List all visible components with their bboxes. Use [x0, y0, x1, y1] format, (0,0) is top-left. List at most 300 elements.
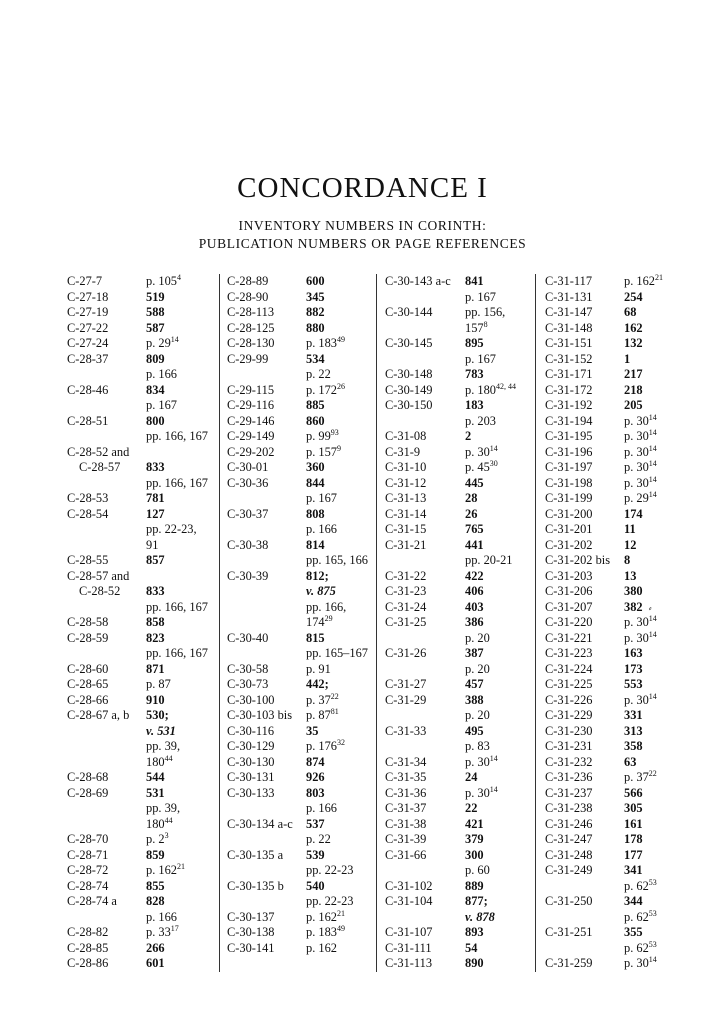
- publication-reference: [465, 600, 484, 616]
- reference-text: 823: [146, 630, 165, 645]
- inventory-number: C-31-232: [545, 754, 593, 769]
- publication-reference: [465, 507, 477, 523]
- publication-reference: [146, 305, 165, 321]
- concordance-row: [385, 832, 535, 848]
- footnote-superscript: 14: [170, 334, 179, 344]
- reference-text: p. 176: [306, 739, 337, 753]
- publication-reference: [624, 383, 643, 399]
- inventory-number: C-28-37: [67, 351, 109, 366]
- publication-reference: [306, 615, 333, 631]
- inventory-number: C-30-58: [227, 661, 269, 676]
- publication-reference: [306, 708, 339, 724]
- concordance-row: [545, 615, 695, 631]
- concordance-row: [67, 801, 217, 817]
- inventory-number: C-31-196: [545, 444, 593, 459]
- inventory-number: C-31-151: [545, 336, 593, 350]
- publication-reference: [465, 538, 484, 554]
- reference-text: pp. 165, 166: [306, 553, 368, 567]
- reference-text: 859: [146, 847, 165, 862]
- reference-text: 803: [306, 785, 325, 800]
- inventory-number: C-28-90: [227, 289, 269, 304]
- reference-text: 162: [624, 320, 643, 335]
- concordance-row: [385, 801, 535, 817]
- publication-reference: [306, 739, 345, 755]
- footnote-superscript: 26: [336, 381, 345, 391]
- inventory-number: C-31-35: [385, 770, 427, 784]
- publication-reference: [624, 848, 643, 864]
- inventory-number: C-31-22: [385, 568, 427, 583]
- reference-text: 161: [624, 816, 643, 831]
- reference-text: pp. 166, 167: [146, 429, 208, 443]
- inventory-number: C-28-70: [67, 832, 109, 846]
- reference-text: 422: [465, 568, 484, 583]
- inventory-number: C-31-226: [545, 692, 593, 707]
- reference-text: pp. 156,: [465, 305, 506, 319]
- inventory-number: C-28-113: [227, 305, 275, 319]
- concordance-row: [67, 569, 217, 585]
- publication-reference: [624, 414, 657, 430]
- inventory-number: C-31-33: [385, 723, 427, 738]
- publication-reference: [465, 445, 498, 461]
- publication-reference: [306, 941, 337, 957]
- publication-reference: [624, 290, 643, 306]
- inventory-number: C-28-59: [67, 630, 109, 645]
- inventory-number: C-30-131: [227, 770, 275, 784]
- footnote-superscript: 14: [648, 458, 657, 468]
- publication-reference: [624, 600, 652, 617]
- inventory-number: C-31-39: [385, 832, 427, 846]
- inventory-number: C-31-246: [545, 816, 593, 831]
- publication-reference: [146, 274, 181, 290]
- reference-text: p. 30: [624, 475, 649, 490]
- footnote-superscript: 14: [648, 613, 657, 623]
- reference-text: p. 30: [624, 429, 649, 443]
- inventory-number: C-27-18: [67, 289, 109, 304]
- publication-reference: [146, 491, 165, 507]
- concordance-row: [227, 569, 377, 585]
- concordance-row: [545, 801, 695, 817]
- footnote-superscript: 53: [648, 877, 657, 887]
- publication-reference: [146, 352, 165, 368]
- concordance-row: [545, 786, 695, 802]
- publication-reference: [146, 894, 165, 910]
- reference-text: 893: [465, 925, 484, 939]
- publication-reference: [465, 476, 484, 492]
- concordance-row: [385, 491, 535, 507]
- publication-reference: [146, 367, 177, 383]
- inventory-number: C-31-206: [545, 584, 593, 598]
- concordance-row: [67, 445, 217, 461]
- reference-text: 54: [465, 940, 478, 955]
- inventory-number: C-31-08: [385, 429, 427, 443]
- publication-reference: [465, 770, 477, 786]
- reference-text: 553: [624, 677, 643, 691]
- concordance-row: [67, 615, 217, 631]
- inventory-number: C-31-147: [545, 305, 593, 319]
- reference-text: p. 20: [465, 630, 490, 645]
- concordance-row: [385, 863, 535, 879]
- concordance-row: [67, 414, 217, 430]
- reference-text: 403: [465, 599, 484, 614]
- reference-text: p. 62: [624, 878, 649, 893]
- reference-text: 1: [624, 351, 631, 366]
- column-divider: [219, 274, 220, 972]
- inventory-number: C-28-54: [67, 506, 109, 521]
- inventory-number: C-31-231: [545, 739, 593, 753]
- publication-reference: [465, 352, 496, 368]
- reference-text: 800: [146, 413, 165, 428]
- publication-reference: [306, 491, 337, 507]
- concordance-row: [67, 290, 217, 306]
- concordance-row: [385, 290, 535, 306]
- concordance-row: [67, 321, 217, 337]
- concordance-column-2: [227, 274, 377, 956]
- inventory-number: C-31-236: [545, 770, 593, 784]
- reference-text: pp. 166, 167: [146, 475, 208, 490]
- reference-text: p. 30: [624, 615, 649, 629]
- reference-text: 174: [306, 615, 325, 629]
- reference-text: 587: [146, 320, 165, 335]
- publication-reference: [624, 631, 657, 647]
- footnote-superscript: 14: [648, 954, 657, 964]
- reference-text: p. 91: [306, 661, 331, 676]
- reference-text: 132: [624, 336, 643, 350]
- reference-text: 910: [146, 692, 165, 707]
- reference-text: 12: [624, 537, 637, 552]
- concordance-row: [227, 367, 377, 383]
- concordance-row: [545, 894, 695, 910]
- footnote-superscript: 14: [648, 443, 657, 453]
- reference-text: 157: [465, 320, 484, 335]
- reference-text: p. 105: [146, 274, 177, 288]
- inventory-number: C-28-65: [67, 677, 109, 691]
- inventory-number: C-30-116: [227, 723, 275, 738]
- inventory-number: C-31-21: [385, 537, 427, 552]
- publication-reference: [306, 801, 337, 817]
- publication-reference: [306, 398, 325, 414]
- publication-reference: [624, 321, 643, 337]
- reference-text: 844: [306, 475, 325, 490]
- inventory-number: C-28-46: [67, 382, 109, 397]
- concordance-row: [545, 305, 695, 321]
- publication-reference: [146, 786, 165, 802]
- publication-reference: [146, 476, 208, 492]
- publication-reference: [146, 507, 165, 523]
- concordance-row: [67, 429, 217, 445]
- concordance-row: [67, 538, 217, 554]
- inventory-number: C-28-57 and: [67, 568, 130, 583]
- reference-text: p. 167: [465, 351, 496, 366]
- inventory-number: C-29-99: [227, 351, 269, 366]
- publication-reference: [306, 677, 329, 693]
- reference-text: p. 167: [465, 289, 496, 304]
- reference-text: pp. 165–167: [306, 646, 368, 660]
- reference-text: 765: [465, 522, 484, 536]
- publication-reference: [306, 600, 346, 616]
- publication-reference: [624, 724, 643, 740]
- publication-reference: [624, 755, 636, 771]
- footnote-superscript: 9: [336, 443, 341, 453]
- reference-text: 341: [624, 863, 643, 877]
- reference-text: 882: [306, 305, 325, 319]
- concordance-row: [67, 491, 217, 507]
- concordance-row: [385, 600, 535, 616]
- publication-reference: [306, 274, 325, 290]
- reference-text: 217: [624, 367, 643, 381]
- publication-reference: [146, 414, 165, 430]
- concordance-row: [67, 693, 217, 709]
- concordance-row: [385, 646, 535, 662]
- publication-reference: [624, 801, 643, 817]
- inventory-number: C-31-195: [545, 429, 593, 443]
- reference-text: 860: [306, 413, 325, 428]
- inventory-number: C-31-113: [385, 956, 433, 970]
- concordance-row: [385, 817, 535, 833]
- reference-text: p. 30: [624, 692, 649, 707]
- concordance-row: [385, 848, 535, 864]
- reference-text: 808: [306, 506, 325, 521]
- concordance-row: [385, 414, 535, 430]
- concordance-row: [227, 600, 377, 616]
- reference-text: 173: [624, 661, 643, 676]
- concordance-row: [67, 925, 217, 941]
- publication-reference: [306, 832, 331, 848]
- reference-text: 519: [146, 289, 165, 304]
- publication-reference: [624, 832, 643, 848]
- reference-text: pp. 22-23: [306, 894, 354, 908]
- publication-reference: [146, 956, 165, 972]
- reference-text: p. 2: [146, 832, 165, 846]
- concordance-row: [227, 290, 377, 306]
- publication-reference: [624, 817, 643, 833]
- reference-text: 68: [624, 305, 637, 319]
- reference-text: 11: [624, 522, 636, 536]
- concordance-row: [545, 274, 695, 290]
- reference-text: p. 30: [465, 785, 490, 800]
- concordance-row: [545, 848, 695, 864]
- reference-text: 331: [624, 708, 643, 722]
- publication-reference: [624, 522, 636, 538]
- reference-text: 24: [465, 770, 478, 784]
- publication-reference: [146, 693, 165, 709]
- reference-text: 178: [624, 832, 643, 846]
- publication-reference: [465, 739, 490, 755]
- concordance-row: [227, 708, 377, 724]
- publication-reference: [306, 786, 325, 802]
- publication-reference: [306, 662, 331, 678]
- inventory-number: C-31-238: [545, 801, 593, 815]
- publication-reference: [146, 600, 208, 616]
- publication-reference: [146, 538, 158, 554]
- publication-reference: [465, 662, 490, 678]
- inventory-number: C-31-13: [385, 491, 427, 505]
- reference-text: 205: [624, 398, 643, 412]
- concordance-row: [67, 863, 217, 879]
- reference-text: p. 172: [306, 382, 337, 397]
- publication-reference: [306, 522, 337, 538]
- inventory-number: C-28-51: [67, 413, 109, 428]
- publication-reference: [465, 755, 498, 771]
- publication-reference: [146, 553, 165, 569]
- concordance-row: [545, 553, 695, 569]
- footnote-superscript: 17: [170, 923, 179, 933]
- publication-reference: [624, 336, 643, 352]
- concordance-row: [67, 724, 217, 740]
- publication-reference: [624, 445, 657, 461]
- reference-text: 177: [624, 847, 643, 862]
- concordance-row: [545, 600, 695, 616]
- reference-text: p. 162: [146, 863, 177, 877]
- concordance-row: [545, 662, 695, 678]
- inventory-number: C-31-202: [545, 537, 593, 552]
- reference-text: 26: [465, 506, 478, 521]
- concordance-row: [67, 786, 217, 802]
- publication-reference: [465, 336, 484, 352]
- reference-text: p. 29: [624, 491, 649, 505]
- reference-text: 180: [146, 816, 165, 831]
- concordance-row: [545, 522, 695, 538]
- reference-text: 387: [465, 646, 484, 660]
- publication-reference: [465, 910, 495, 926]
- reference-text: p. 87: [306, 708, 331, 722]
- publication-reference: [465, 801, 477, 817]
- inventory-number: C-31-223: [545, 646, 593, 660]
- concordance-row: [545, 770, 695, 786]
- reference-text: pp. 166, 167: [146, 599, 208, 614]
- publication-reference: [624, 398, 643, 414]
- concordance-row: [385, 553, 535, 569]
- reference-text: 388: [465, 692, 484, 707]
- publication-reference: [146, 848, 165, 864]
- concordance-row: [385, 584, 535, 600]
- publication-reference: [624, 584, 643, 600]
- concordance-row: [67, 336, 217, 352]
- concordance-row: [67, 832, 217, 848]
- reference-text: p. 22: [306, 832, 331, 846]
- publication-reference: [306, 894, 354, 910]
- publication-reference: [624, 274, 663, 290]
- publication-reference: [146, 739, 180, 755]
- inventory-number: C-28-82: [67, 925, 109, 939]
- publication-reference: [624, 956, 657, 972]
- publication-reference: [306, 460, 325, 476]
- reference-text: p. 162: [624, 274, 655, 288]
- concordance-column-4: [545, 274, 695, 972]
- inventory-number: C-28-52: [79, 584, 121, 598]
- inventory-number: C-28-66: [67, 692, 109, 707]
- reference-text: p. 20: [465, 661, 490, 676]
- concordance-row: [67, 383, 217, 399]
- inventory-number: C-31-36: [385, 785, 427, 800]
- concordance-row: [227, 507, 377, 523]
- concordance-row: [67, 848, 217, 864]
- publication-reference: [624, 476, 657, 492]
- concordance-row: [385, 445, 535, 461]
- reference-text: 63: [624, 754, 637, 769]
- reference-text: p. 30: [624, 630, 649, 645]
- inventory-number: C-28-86: [67, 956, 109, 970]
- inventory-number: C-31-259: [545, 956, 593, 970]
- inventory-number: C-31-148: [545, 320, 593, 335]
- concordance-row: [385, 274, 535, 290]
- reference-text: pp. 22-23: [306, 863, 354, 877]
- publication-reference: [146, 398, 177, 414]
- publication-reference: [465, 646, 484, 662]
- reference-text: 174: [624, 506, 643, 521]
- reference-text: 313: [624, 723, 643, 738]
- inventory-number: C-28-72: [67, 863, 109, 877]
- inventory-number: C-30-148: [385, 367, 433, 381]
- inventory-number: C-30-143 a-c: [385, 274, 451, 288]
- publication-reference: [146, 336, 179, 352]
- publication-reference: [624, 662, 643, 678]
- reference-text: p. 83: [465, 739, 490, 753]
- reference-text: p. 30: [624, 956, 649, 970]
- concordance-row: [385, 631, 535, 647]
- publication-reference: [306, 848, 325, 864]
- concordance-row: [227, 274, 377, 290]
- reference-text: p. 30: [624, 460, 649, 474]
- concordance-row: [545, 956, 695, 972]
- publication-reference: [624, 491, 657, 507]
- publication-reference: [624, 538, 636, 554]
- concordance-row: [545, 538, 695, 554]
- concordance-row: [67, 879, 217, 895]
- reference-text: 382: [624, 599, 643, 614]
- concordance-row: [227, 631, 377, 647]
- inventory-number: C-30-100: [227, 692, 275, 707]
- publication-reference: [465, 584, 484, 600]
- inventory-number: C-28-71: [67, 847, 109, 862]
- concordance-row: [227, 801, 377, 817]
- concordance-row: [545, 584, 695, 600]
- reference-text: p. 22: [306, 367, 331, 381]
- footnote-superscript: 14: [648, 489, 657, 499]
- reference-text: 783: [465, 367, 484, 381]
- concordance-row: [385, 693, 535, 709]
- footnote-superscript: 14: [648, 474, 657, 484]
- reference-text: 855: [146, 878, 165, 893]
- reference-text: pp. 166,: [306, 599, 347, 614]
- reference-text: 871: [146, 661, 165, 676]
- concordance-row: [67, 476, 217, 492]
- inventory-number: C-31-200: [545, 506, 593, 521]
- inventory-number: C-31-237: [545, 785, 593, 800]
- concordance-row: [385, 662, 535, 678]
- publication-reference: [465, 941, 477, 957]
- publication-reference: [624, 615, 657, 631]
- reference-text: p. 167: [146, 398, 177, 412]
- reference-text: 588: [146, 305, 165, 319]
- concordance-row: [227, 321, 377, 337]
- footnote-superscript: 30: [489, 458, 498, 468]
- inventory-number: C-31-250: [545, 894, 593, 908]
- inventory-number: C-30-129: [227, 739, 275, 753]
- reference-text: 812;: [306, 568, 329, 583]
- concordance-row: [545, 460, 695, 476]
- inventory-number: C-31-225: [545, 677, 593, 691]
- reference-text: p. 33: [146, 925, 171, 939]
- publication-reference: [306, 553, 368, 569]
- footnote-superscript: 29: [324, 613, 333, 623]
- concordance-row: [227, 522, 377, 538]
- concordance-row: [227, 910, 377, 926]
- footnote-superscript: 93: [330, 427, 339, 437]
- publication-reference: [465, 383, 516, 399]
- variant-reference: v. 875: [306, 584, 336, 598]
- publication-reference: [465, 677, 484, 693]
- publication-reference: [624, 569, 636, 585]
